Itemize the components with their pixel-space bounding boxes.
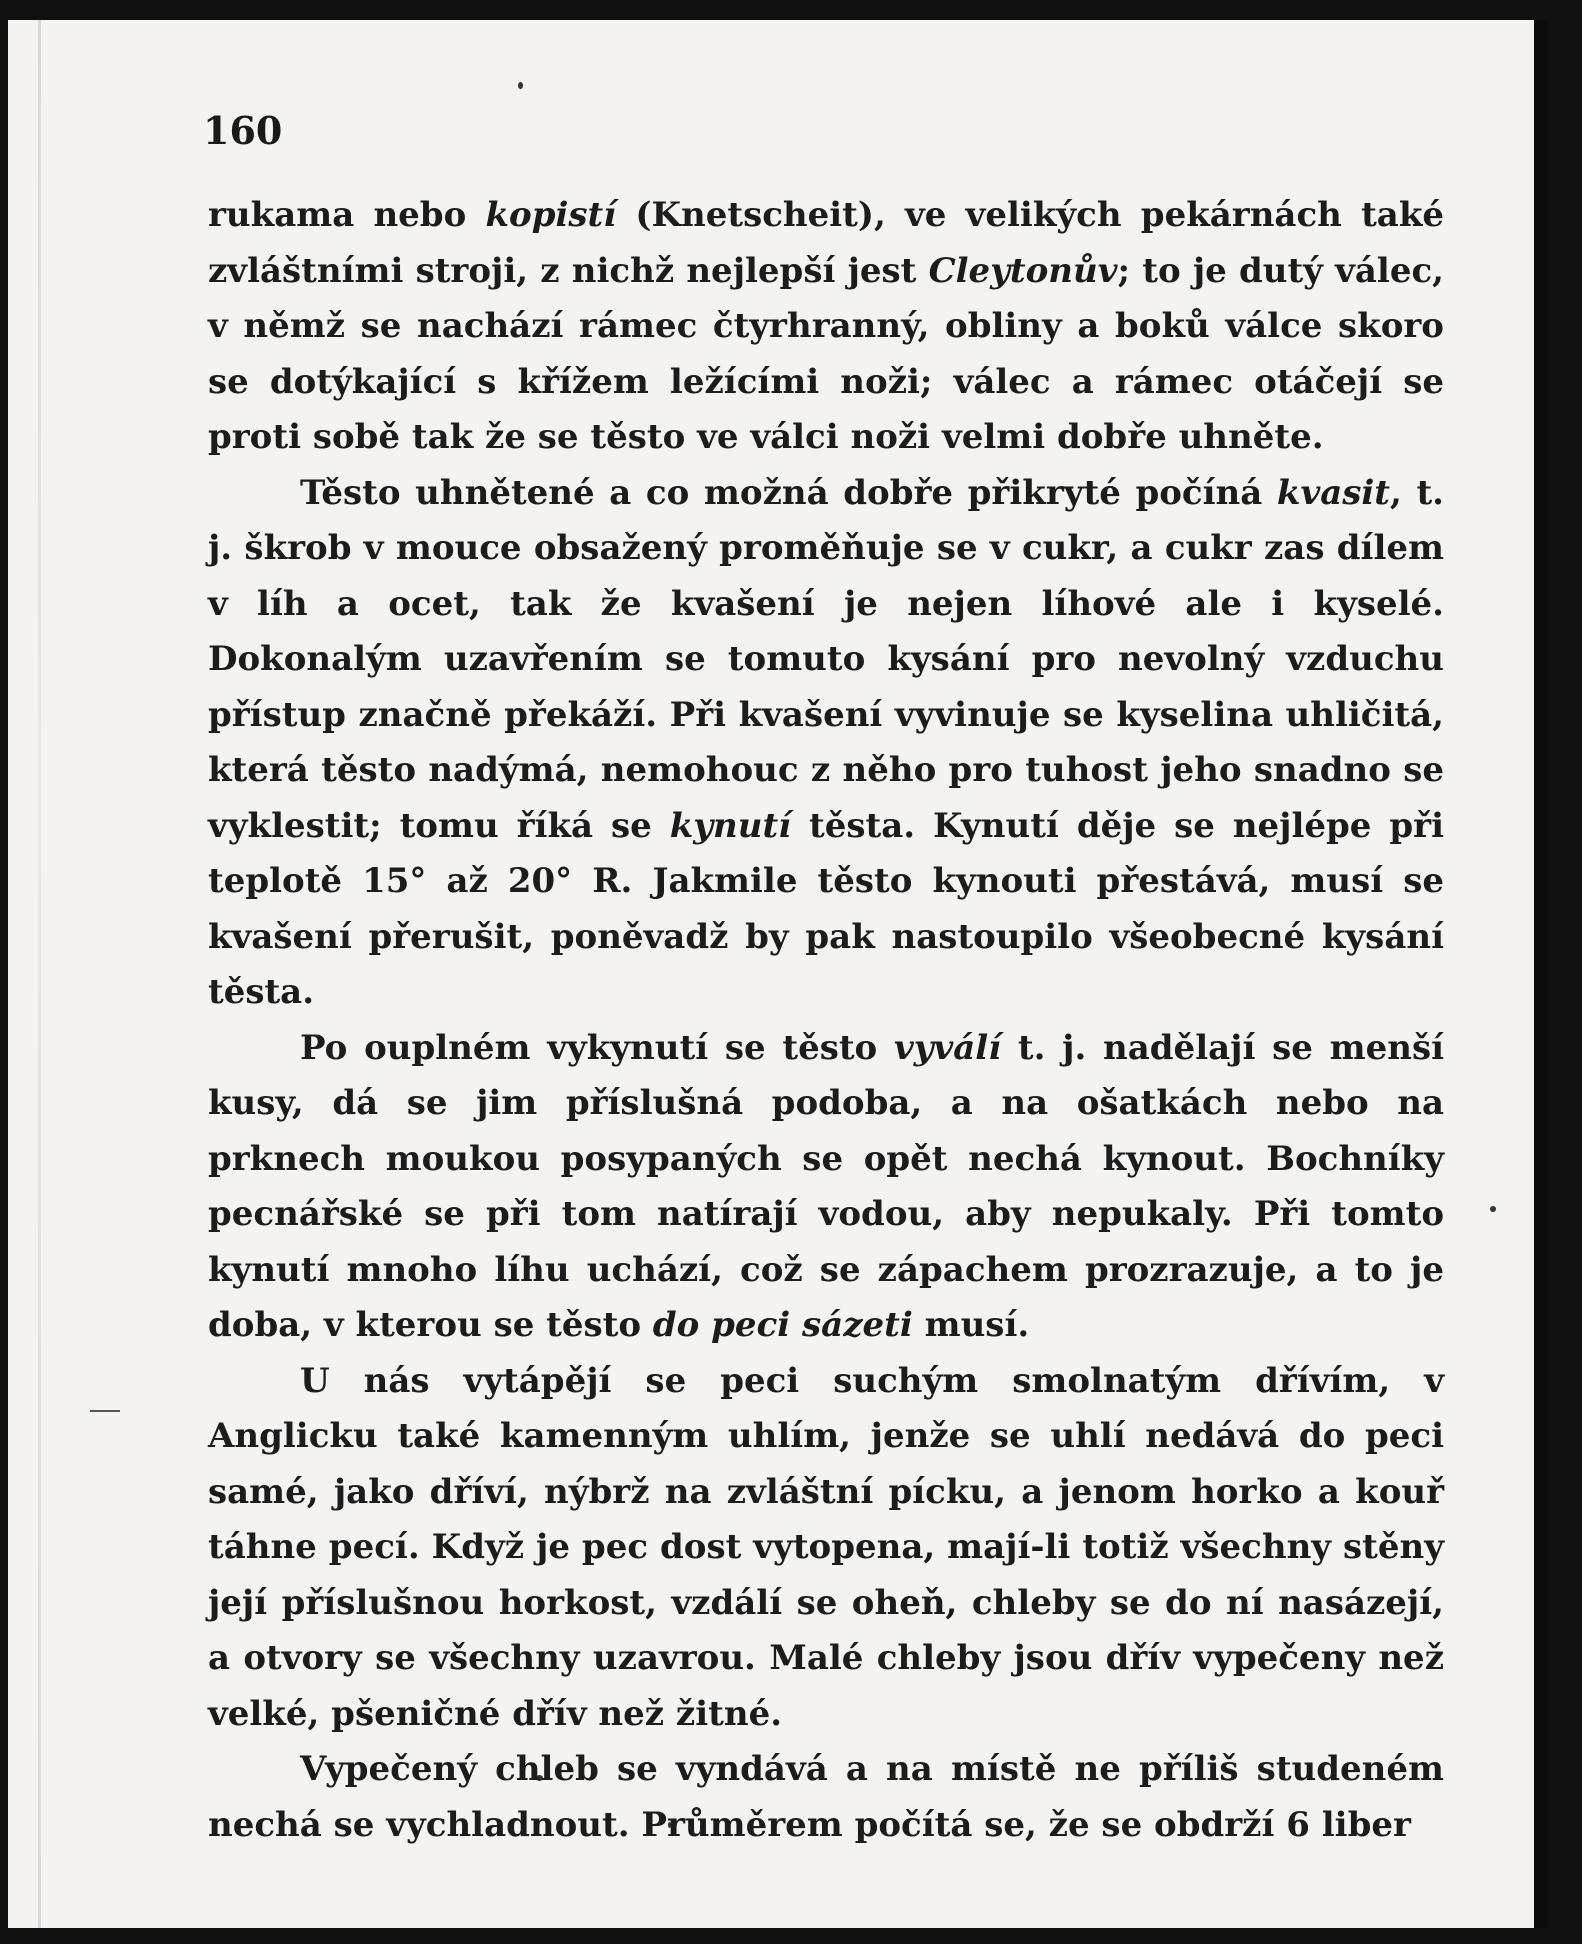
paragraph: [208, 188, 1444, 466]
text-run-italic: kvasit: [1276, 472, 1390, 513]
gutter-shadow: [38, 20, 41, 1928]
paragraph: [208, 466, 1444, 1021]
text-run: ; to je dutý válec, v němž se nachází rámec čtyrhranný, obliny a boků válce skoro se dotýkající s křížem ležícími noži; válec a rámec otáčejí se proti sobě tak že se těsto ve válci noži velmi dobře uhněte.: [208, 250, 1445, 457]
body-text: [208, 188, 1444, 1853]
text-run-italic: Cleytonův: [928, 250, 1118, 291]
text-run: , t. j. škrob v mouce obsažený proměňuje se v cukr, a cukr zas dílem v líh a ocet, tak že kvašení je nejen líhové ale i kyselé. Dokonalým uzavřením se tomuto kysání pro nevolný vzduchu přístup značně překáží. Při kvašení vyvinuje se kyselina uhličitá, která těsto nadýmá, nemohouc z něho pro tuhost jeho snadno se vyklestit; tomu říká se: [208, 472, 1445, 846]
text-run-italic: kynutí: [669, 805, 792, 846]
text-run: Vypečený chleb se vyndává a na místě ne příliš studeném nechá se vychladnout. Průměrem počítá se, že se obdrží 6 liber: [208, 1749, 1444, 1845]
paragraph: [208, 1742, 1444, 1853]
margin-mark: [90, 1410, 120, 1412]
text-run-italic: do peci sázeti: [652, 1305, 913, 1345]
text-run-italic: vyválí: [893, 1027, 1002, 1068]
scan-speck: [518, 82, 523, 89]
text-run-italic: kopistí: [485, 195, 617, 235]
text-run: těsta. Kynutí děje se nejlépe při teplotě 15° až 20° R. Jakmile těsto kynouti přestává, musí se kvašení přerušit, poněvadž by pak nastoupilo všeobecné kysání těsta.: [208, 805, 1444, 1012]
paragraph: [208, 1354, 1444, 1743]
text-run: (Knetscheit), ve velikých pekárnách také zvláštními stroji, z nichž nejlepší jest: [208, 195, 1445, 291]
text-run: musí.: [912, 1305, 1030, 1345]
text-run: U nás vytápějí se peci suchým smolnatým dřívím, v Anglicku také kamenným uhlím, jenže se uhlí nedává do peci samé, jako dříví, nýbrž na zvláštní pícku, a jenom horko a kouř táhne pecí. Když je pec dost vytopena, mají-li totiž všechny stěny její příslušnou horkost, vzdálí se oheň, chleby se do ní nasázejí, a otvory se všechny uzavrou. Malé chleby jsou dřív vypečeny než velké, pšeničné dřív než žitné.: [208, 1360, 1444, 1734]
text-run: Těsto uhnětené a co možná dobře přikryté počíná: [300, 472, 1277, 513]
page-number: 160: [203, 108, 283, 153]
paragraph: [208, 1021, 1444, 1354]
text-run: t. j. nadělají se menší kusy, dá se jim příslušná podoba, a na ošatkách nebo na prknech moukou posypaných se opět nechá kynout. Bochníky pecnářské se při tom natírají vodou, aby nepukaly. Při tomto kynutí mnoho líhu uchází, což se zápachem prozrazuje, a to je doba, v kterou se těsto: [208, 1027, 1444, 1345]
scan-speck: [1490, 1206, 1496, 1212]
text-run: rukama nebo: [208, 195, 486, 235]
text-run: Po ouplném vykynutí se těsto: [300, 1027, 894, 1068]
book-page: [8, 20, 1548, 1928]
